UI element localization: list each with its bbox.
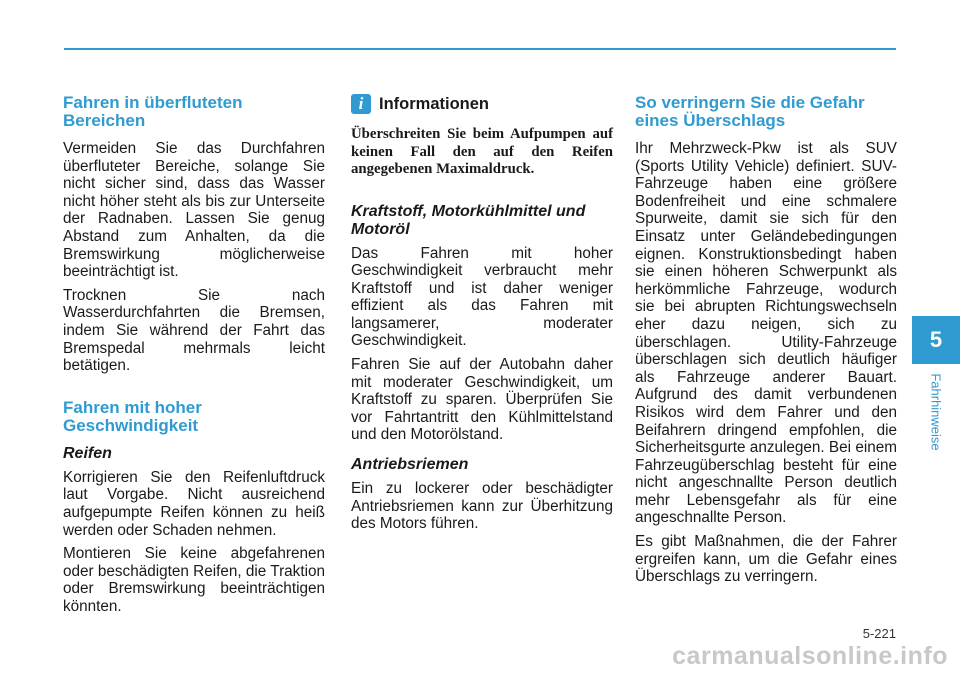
info-note: Überschreiten Sie beim Aufpumpen auf keinen Fall den auf den Reifen angegebenen Maximaldruck.: [351, 126, 613, 177]
column-right: [635, 94, 897, 592]
subheading-drive-belt: Antriebsriemen: [351, 456, 469, 474]
watermark: carmanualsonline.info: [672, 642, 948, 670]
info-icon: i: [351, 94, 371, 114]
subheading-tires: Reifen: [63, 444, 112, 462]
paragraph: Korrigieren Sie den Reifenluftdruck laut Vorgabe. Nicht ausreichend aufgepumpte Reifen können zu heiß werden oder Schaden nehmen.: [63, 468, 325, 539]
paragraph: Ihr Mehrzweck-Pkw ist als SUV (Sports Utility Vehicle) definiert. SUV-Fahrzeuge haben eine größere Bodenfreiheit und eine schmalere Spurweite, damit sie sich für den Einsatz unter Geländebedingungen eignen. Konstruktionsbedingt haben sie einen höheren Schwerpunkt als herkömmliche Fahrzeuge, wodurch sie bei abrupten Richtungswechseln eher dazu neigen, sich zu überschlagen. Utility-Fahrzeuge überschlagen sich deutlich häufiger als Fahrzeuge anderer Bauart. Aufgrund des damit verbundenen Risikos wird dem Fahrer und den Beifahrern dringend empfohlen, die Sicherheitsgurte anzulegen. Bei einem Fahrzeugüberschlag besteht für eine nicht angeschnallte Person deutlich mehr Lebensgefahr als für eine angeschnallte Person.: [635, 140, 897, 527]
info-header: [351, 94, 613, 114]
paragraph: Vermeiden Sie das Durchfahren überfluteter Bereiche, solange Sie nicht sicher sind, dass das Wasser nicht höher steht als bis zur Unterseite der Radnaben. Lassen Sie genug Abstand zum Anhalten, da die Bremswirkung möglicherweise beeinträchtigt ist.: [63, 140, 325, 281]
chapter-label: Fahrhinweise: [928, 373, 944, 451]
info-title: Informationen: [379, 94, 489, 113]
top-rule: [64, 48, 896, 50]
paragraph: Montieren Sie keine abgefahrenen oder beschädigten Reifen, die Traktion oder Bremswirkung beeinträchtigen könnten.: [63, 545, 325, 615]
column-middle: [351, 94, 613, 539]
heading-high-speed: Fahren mit hoher Geschwindigkeit: [63, 397, 202, 435]
column-left: [63, 94, 325, 621]
chapter-tab: 5: [912, 316, 960, 364]
page-number: 5-221: [862, 626, 896, 641]
heading-flooded-areas: Fahren in überfluteten Bereichen: [63, 93, 243, 130]
paragraph: Es gibt Maßnahmen, die der Fahrer ergreifen kann, um die Gefahr eines Überschlags zu verringern.: [635, 533, 897, 586]
subheading-fuel-coolant-oil: Kraftstoff, Motorkühlmittel und Motoröl: [351, 202, 586, 238]
paragraph: Das Fahren mit hoher Geschwindigkeit verbraucht mehr Kraftstoff und ist daher weniger effizient als das Fahren mit langsamerer, moderater Geschwindigkeit.: [351, 244, 613, 350]
heading-rollover: So verringern Sie die Gefahr eines Überschlags: [635, 93, 865, 130]
paragraph: Fahren Sie auf der Autobahn daher mit moderater Geschwindigkeit, um Kraftstoff zu sparen. Überprüfen Sie vor Fahrtantritt den Kühlmittelstand und den Motorölstand.: [351, 356, 613, 444]
paragraph: Trocknen Sie nach Wasserdurchfahrten die Bremsen, indem Sie während der Fahrt das Bremspedal mehrmals leicht betätigen.: [63, 286, 325, 375]
paragraph: Ein zu lockerer oder beschädigter Antriebsriemen kann zur Überhitzung des Motors führen.: [351, 480, 613, 533]
